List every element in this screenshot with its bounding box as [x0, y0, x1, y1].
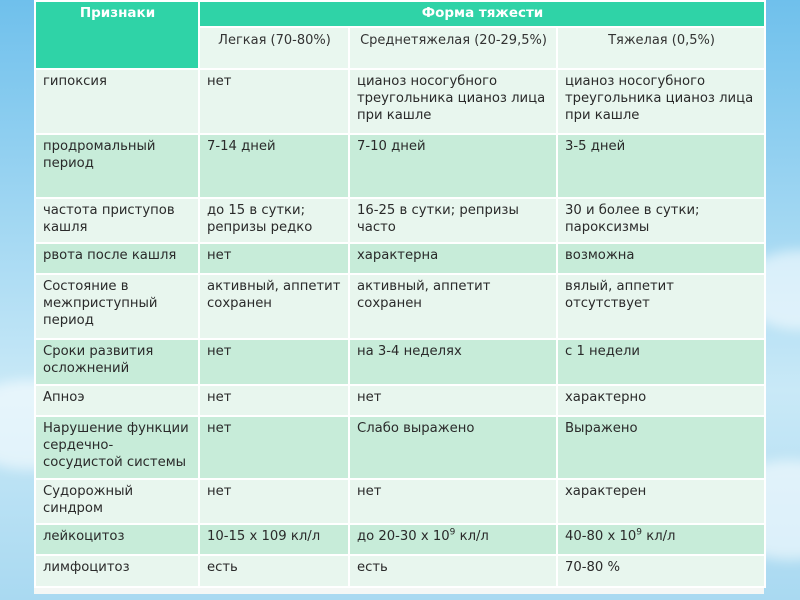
cell-moderate: цианоз носогубного треугольника цианоз лица при кашле — [349, 69, 557, 134]
cell-sign: лейкоцитоз — [35, 524, 199, 555]
header-signs: Признаки — [35, 1, 199, 69]
severity-table-container — [34, 0, 764, 594]
cell-sign: Апноэ — [35, 385, 199, 416]
cell-moderate: характерна — [349, 243, 557, 274]
cell-moderate: 7-10 дней — [349, 134, 557, 198]
cell-mild: 10-15 х 109 кл/л — [199, 524, 349, 555]
cell-sign: Нарушение функции сердечно-сосудистой системы — [35, 416, 199, 479]
cell-severe: 70-80 % — [557, 555, 765, 587]
cell-sign: лимфоцитоз — [35, 555, 199, 587]
cell-sign: продромальный период — [35, 134, 199, 198]
cell-mild: нет — [199, 243, 349, 274]
cell-sign: рвота после кашля — [35, 243, 199, 274]
cell-severe: возможна — [557, 243, 765, 274]
cell-severe: цианоз носогубного треугольника цианоз лица при кашле — [557, 69, 765, 134]
cell-moderate: на 3-4 неделях — [349, 339, 557, 385]
table-row — [35, 524, 765, 555]
cell-mild: есть — [199, 555, 349, 587]
cell-mild: нет — [199, 339, 349, 385]
cell-sign: гипоксия — [35, 69, 199, 134]
header-mild: Легкая (70-80%) — [199, 27, 349, 69]
table-row — [35, 274, 765, 339]
table-row — [35, 416, 765, 479]
exponent: 9 — [636, 527, 643, 538]
cell-moderate — [349, 524, 557, 555]
cell-severe: вялый, аппетит отсутствует — [557, 274, 765, 339]
cell-severe: 3-5 дней — [557, 134, 765, 198]
cell-severe — [557, 524, 765, 555]
cell-moderate: есть — [349, 555, 557, 587]
header-moderate: Среднетяжелая (20-29,5%) — [349, 27, 557, 69]
table-row — [35, 134, 765, 198]
cell-sign: Состояние в межприступный период — [35, 274, 199, 339]
table-row — [35, 339, 765, 385]
cell-severe: характерен — [557, 479, 765, 524]
cell-mild: нет — [199, 69, 349, 134]
exponent: 9 — [449, 527, 456, 538]
cell-moderate: нет — [349, 479, 557, 524]
unit: кл/л — [455, 529, 489, 544]
cell-moderate: 16-25 в сутки; репризы часто — [349, 198, 557, 243]
header-severe: Тяжелая (0,5%) — [557, 27, 765, 69]
cell-sign: Сроки развития осложнений — [35, 339, 199, 385]
leukocytosis-severe-value: 40-80 х 10 — [565, 529, 637, 544]
header-severity-form: Форма тяжести — [199, 1, 765, 27]
severity-table — [34, 0, 766, 588]
cell-mild: активный, аппетит сохранен — [199, 274, 349, 339]
table-row — [35, 555, 765, 587]
cell-severe: с 1 недели — [557, 339, 765, 385]
cell-mild: нет — [199, 385, 349, 416]
cell-severe: 30 и более в сутки; пароксизмы — [557, 198, 765, 243]
table-row — [35, 385, 765, 416]
cell-moderate: нет — [349, 385, 557, 416]
table-row — [35, 243, 765, 274]
cell-severe: Выражено — [557, 416, 765, 479]
cell-mild: 7-14 дней — [199, 134, 349, 198]
cell-sign: Судорожный синдром — [35, 479, 199, 524]
cell-sign: частота приступов кашля — [35, 198, 199, 243]
cell-moderate: активный, аппетит сохранен — [349, 274, 557, 339]
cell-mild: до 15 в сутки; репризы редко — [199, 198, 349, 243]
cell-moderate: Слабо выражено — [349, 416, 557, 479]
table-row — [35, 479, 765, 524]
cell-mild: нет — [199, 479, 349, 524]
table-row — [35, 69, 765, 134]
cell-mild: нет — [199, 416, 349, 479]
leukocytosis-moderate-value: до 20-30 х 10 — [357, 529, 450, 544]
cell-severe: характерно — [557, 385, 765, 416]
table-row — [35, 198, 765, 243]
unit: кл/л — [642, 529, 676, 544]
